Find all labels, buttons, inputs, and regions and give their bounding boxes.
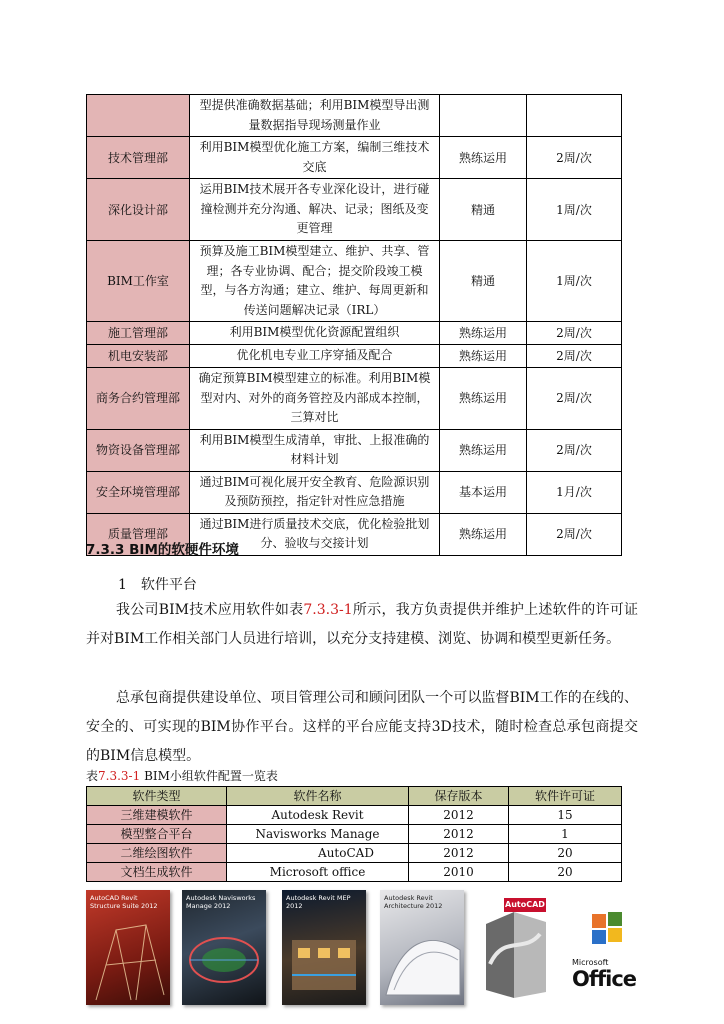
caption-title: BIM小组软件配置一览表 [140, 769, 278, 783]
header-cell: 软件类型 [87, 787, 227, 806]
section-heading: 7.3.3 BIM的软硬件环境 [86, 542, 239, 558]
table-row [87, 471, 622, 513]
level-cell: 精通 [440, 179, 527, 241]
description-cell: 运用BIM技术展开各专业深化设计，进行碰撞检测并充分沟通、解决、记录；图纸及变更管理 [190, 179, 440, 241]
table-row [87, 825, 622, 844]
dept-cell: 深化设计部 [87, 179, 190, 241]
table-row [87, 241, 622, 322]
table-row [87, 429, 622, 471]
curved-building-icon [380, 890, 464, 1005]
software-name-cell: Autodesk Revit [227, 806, 409, 825]
stadium-icon [182, 890, 266, 1005]
table-row [87, 844, 622, 863]
table-row [87, 179, 622, 241]
frequency-cell: 2周/次 [527, 513, 622, 555]
revit-structure-box-image [86, 890, 170, 1005]
description-cell: 利用BIM模型生成清单，审批、上报准确的材料计划 [190, 429, 440, 471]
software-type-cell: 模型整合平台 [87, 825, 227, 844]
product-box-row [86, 890, 646, 1010]
frequency-cell: 2周/次 [527, 322, 622, 345]
revit-architecture-box-image [380, 890, 464, 1005]
description-cell: 预算及施工BIM模型建立、维护、共享、管理；各专业协调、配合；提交阶段竣工模型，与各方沟通；建立、维护、每周更新和传送问题解决记录（IRL） [190, 241, 440, 322]
microsoft-label: Microsoft [572, 958, 609, 967]
frequency-cell: 2周/次 [527, 137, 622, 179]
dept-cell: 施工管理部 [87, 322, 190, 345]
software-type-cell: 文档生成软件 [87, 863, 227, 882]
software-name-cell: Navisworks Manage [227, 825, 409, 844]
table-row [87, 863, 622, 882]
microsoft-office-logo [572, 910, 642, 1000]
frequency-cell: 2周/次 [527, 345, 622, 368]
table-caption [86, 767, 278, 784]
paragraph-1-text-a: 我公司BIM技术应用软件如表 [116, 602, 304, 618]
dept-cell: 机电安装部 [87, 345, 190, 368]
table-row [87, 137, 622, 179]
box-label: AutoCAD Revit Structure Suite 2012 [90, 894, 158, 910]
autocad-box-image [474, 894, 554, 1002]
software-name-cell: AutoCAD [227, 844, 409, 863]
box-label: Autodesk Navisworks Manage 2012 [186, 894, 256, 910]
level-cell: 熟练运用 [440, 513, 527, 555]
description-cell: 通过BIM进行质量技术交底，优化检验批划分、验收与交接计划 [190, 513, 440, 555]
office-label: Office [572, 967, 637, 991]
software-table [86, 786, 622, 882]
box-label: Autodesk Revit MEP 2012 [286, 894, 351, 910]
revit-mep-box-image [282, 890, 366, 1005]
building-icon [282, 890, 366, 1005]
description-cell: 通过BIM可视化展开安全教育、危险源识别及预防预控，指定针对性应急措施 [190, 471, 440, 513]
navisworks-box-image [182, 890, 266, 1005]
software-table-header [87, 787, 622, 806]
software-version-cell: 2010 [409, 863, 509, 882]
frequency-cell: 1周/次 [527, 241, 622, 322]
software-version-cell: 2012 [409, 825, 509, 844]
software-type-cell: 二维绘图软件 [87, 844, 227, 863]
description-cell: 利用BIM模型优化资源配置组织 [190, 322, 440, 345]
paragraph-1-text-b: 所示，我方负责提供并维护上述软件的许可证并对BIM工作相关部门人员进行培训，以充分支持建模、浏览、协调和模型更新任务。 [86, 602, 639, 647]
dept-cell: BIM工作室 [87, 241, 190, 322]
frequency-cell: 1月/次 [527, 471, 622, 513]
level-cell: 熟练运用 [440, 368, 527, 430]
table-row [87, 322, 622, 345]
dept-cell [87, 95, 190, 137]
table-reference: 7.3.3-1 [303, 602, 353, 618]
table-row [87, 368, 622, 430]
software-type-cell: 三维建模软件 [87, 806, 227, 825]
frequency-cell: 2周/次 [527, 368, 622, 430]
software-licenses-cell: 20 [509, 844, 622, 863]
header-cell: 保存版本 [409, 787, 509, 806]
caption-prefix: 表 [86, 769, 99, 783]
dept-cell: 物资设备管理部 [87, 429, 190, 471]
dept-cell: 质量管理部 [87, 513, 190, 555]
paragraph-2: 总承包商提供建设单位、项目管理公司和顾问团队一个可以监督BIM工作的在线的、安全的、可实现的BIM协作平台。这样的平台应能支持3D技术，随时检查总承包商提交的BIM信息模型。 [86, 690, 638, 764]
description-cell: 型提供准确数据基础；利用BIM模型导出测量数据指导现场测量作业 [190, 95, 440, 137]
level-cell: 熟练运用 [440, 322, 527, 345]
structure-frame-icon [86, 890, 170, 1005]
description-cell: 确定预算BIM模型建立的标准。利用BIM模型对内、对外的商务管控及内部成本控制，三算对比 [190, 368, 440, 430]
level-cell: 精通 [440, 241, 527, 322]
description-cell: 优化机电专业工序穿插及配合 [190, 345, 440, 368]
header-cell: 软件名称 [227, 787, 409, 806]
table-row [87, 806, 622, 825]
frequency-cell: 1周/次 [527, 179, 622, 241]
dept-cell: 安全环境管理部 [87, 471, 190, 513]
software-licenses-cell: 1 [509, 825, 622, 844]
level-cell: 基本运用 [440, 471, 527, 513]
office-icon [590, 910, 624, 950]
box-label: Autodesk Revit Architecture 2012 [384, 894, 443, 910]
level-cell [440, 95, 527, 137]
software-licenses-cell: 15 [509, 806, 622, 825]
dept-cell: 商务合约管理部 [87, 368, 190, 430]
frequency-cell [527, 95, 622, 137]
responsibility-table [86, 94, 622, 556]
software-version-cell: 2012 [409, 844, 509, 863]
header-cell: 软件许可证 [509, 787, 622, 806]
frequency-cell: 2周/次 [527, 429, 622, 471]
paragraph-1 [86, 596, 638, 654]
subheading: 1 软件平台 [118, 577, 197, 593]
office-wordmark [572, 958, 636, 991]
table-row [87, 345, 622, 368]
dept-cell: 技术管理部 [87, 137, 190, 179]
table-row [87, 95, 622, 137]
autocad-logo: AutoCAD [504, 898, 546, 912]
software-name-cell: Microsoft office [227, 863, 409, 882]
level-cell: 熟练运用 [440, 429, 527, 471]
software-version-cell: 2012 [409, 806, 509, 825]
software-licenses-cell: 20 [509, 863, 622, 882]
level-cell: 熟练运用 [440, 345, 527, 368]
level-cell: 熟练运用 [440, 137, 527, 179]
caption-ref: 7.3.3-1 [98, 769, 141, 783]
description-cell: 利用BIM模型优化施工方案，编制三维技术交底 [190, 137, 440, 179]
